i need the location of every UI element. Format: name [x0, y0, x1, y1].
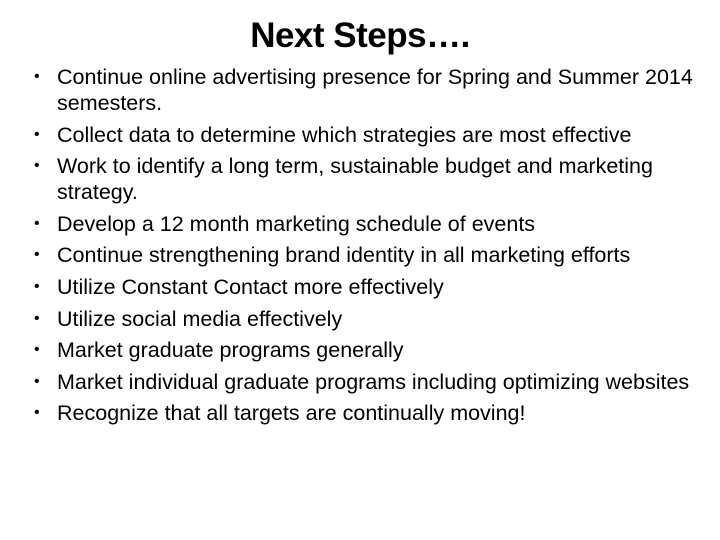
bullet-point-icon: •: [34, 157, 40, 175]
bullet-text: Develop a 12 month marketing schedule of events: [57, 211, 536, 236]
bullet-text: Continue strengthening brand identity in all marketing efforts: [57, 243, 631, 268]
bullet-text: Utilize social media effectively: [57, 306, 343, 331]
bullet-text: Continue online advertising presence for Spring and Summer 2014 semesters.: [57, 65, 693, 115]
bullet-item: [32, 306, 702, 332]
bullet-list: [32, 64, 702, 432]
bullet-point-icon: •: [34, 277, 40, 295]
slide-title: Next Steps….: [250, 16, 470, 55]
bullet-item: [32, 242, 702, 268]
bullet-point-icon: •: [34, 246, 40, 264]
bullet-point-icon: •: [34, 404, 40, 422]
bullet-item: [32, 64, 702, 116]
bullet-item: [32, 369, 702, 395]
bullet-point-icon: •: [34, 125, 40, 143]
bullet-point-icon: •: [34, 309, 40, 327]
bullet-point-icon: •: [34, 68, 40, 85]
bullet-text: Recognize that all targets are continually moving!: [57, 401, 526, 426]
bullet-item: [32, 400, 702, 426]
bullet-item: [32, 211, 702, 237]
bullet-point-icon: •: [34, 214, 40, 232]
bullet-item: [32, 274, 702, 300]
bullet-text: Market individual graduate programs including optimizing websites: [57, 369, 690, 394]
bullet-item: [32, 337, 702, 363]
bullet-point-icon: •: [34, 341, 40, 359]
bullet-point-icon: •: [34, 372, 40, 390]
bullet-item: [32, 122, 702, 148]
bullet-text: Market graduate programs generally: [57, 338, 404, 363]
bullet-text: Utilize Constant Contact more effectively: [57, 274, 444, 299]
bullet-item: [32, 153, 702, 205]
bullet-text: Work to identify a long term, sustainable budget and marketing strategy.: [57, 154, 653, 205]
bullet-text: Collect data to determine which strategies are most effective: [57, 122, 632, 147]
